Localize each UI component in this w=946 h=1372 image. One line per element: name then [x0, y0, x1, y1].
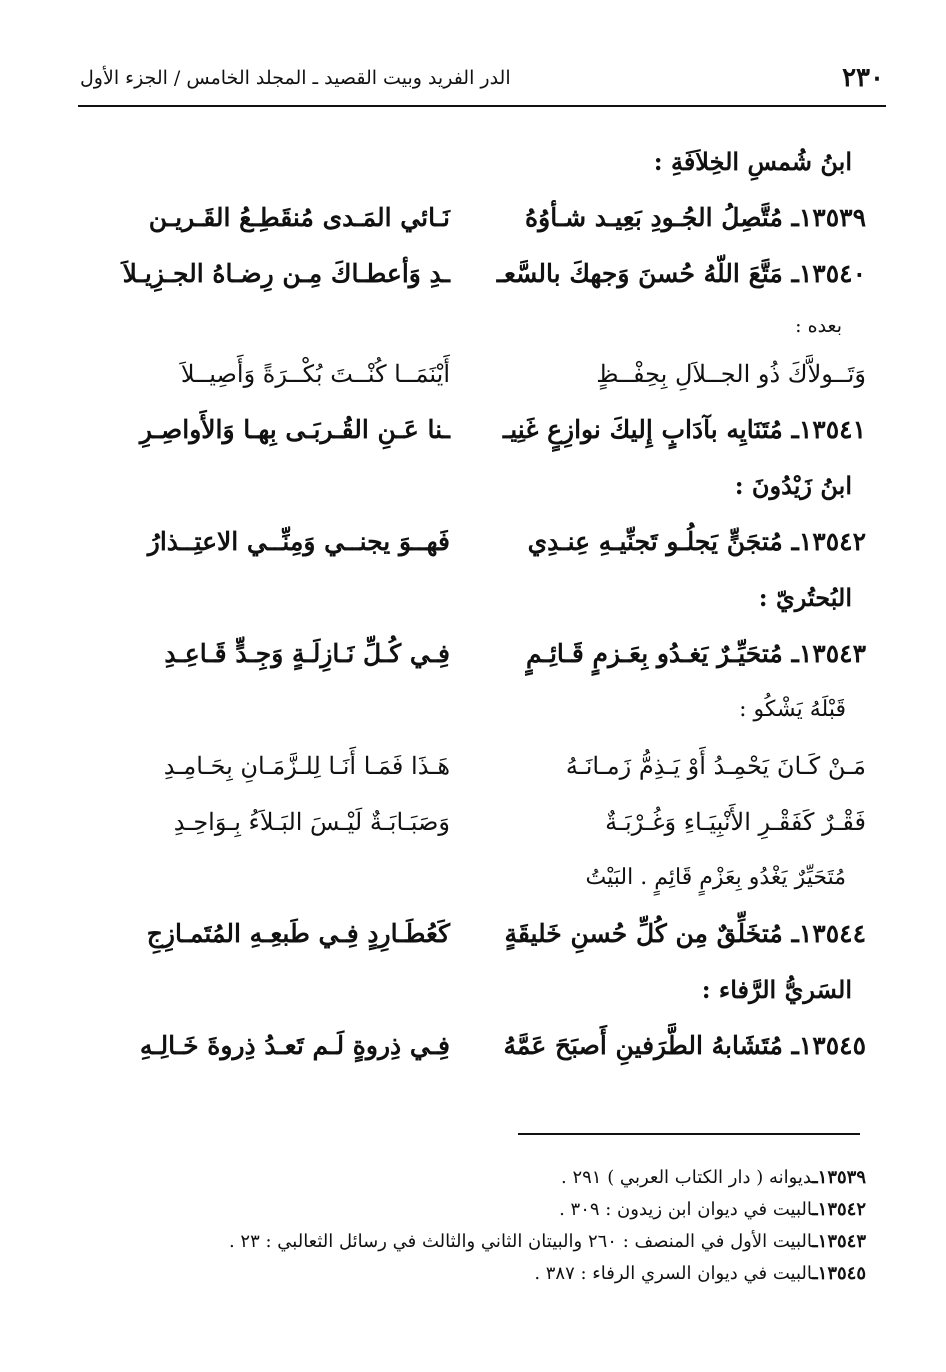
poet-label: ابنُ شُمسِ الخِلاَفَةِ : [653, 147, 852, 176]
poet-label: السَريُّ الرَّفاء : [701, 975, 852, 1004]
verse-second-hemistich: وَصَبَـابَـةٌ لَيْـسَ البَـلاَءُ بِـوَاحِـدِ [173, 808, 450, 836]
verse-second-hemistich: أَيْنَمَــا كُنْــتَ بُكْــرَةً وَأَصِيــلاَ [180, 360, 450, 388]
verse-first-hemistich: ١٣٥٤١ـ مُتَنَايِه بآدَابٍ إِليكَ نوازِعٍ غَنِيـ [502, 415, 866, 444]
verse-line [110, 798, 866, 854]
footnote-text: البيت في ديوان ابن زيدون : ٣٠٩ . [559, 1199, 813, 1220]
verse-first-hemistich: ١٣٥٤٢ـ مُتجَنٍّ يَجلُـو تَجنِّيـهِ عِنـدِي [527, 527, 866, 556]
footnote [100, 1194, 866, 1226]
footnotes [100, 1162, 866, 1290]
verse-line [110, 406, 866, 462]
footnote-number: ١٣٥٤٣ـ [812, 1231, 866, 1252]
verse-first-hemistich: ١٣٥٣٩ـ مُتَّصِلُ الجُـودِ بَعِيـد شـأوُهُ [525, 203, 866, 232]
running-header [80, 58, 884, 98]
verse-first-hemistich: فَقْـرٌ كَفَقْـرِ الأَنْبِيَـاءِ وَغُـرْبَـةٌ [605, 808, 866, 836]
footnote-text: البيت الأول في المنصف : ٢٦٠ والبيتان الثاني والثالث في رسائل الثعالبي : ٢٣ . [228, 1231, 813, 1252]
poet-label: البُحتُريّ : [758, 583, 852, 612]
note-label: بعده : [795, 315, 842, 337]
verse-line [110, 910, 866, 966]
verse-first-hemistich: ١٣٥٤٥ـ مُتَشَابهُ الطَّرَفينِ أَصبَحَ عَمَّهُ [503, 1031, 866, 1060]
verse-second-hemistich: فِـي كُـلِّ نَـازِلَـةٍ وَجِـدٍّ قَـاعِـدِ [164, 639, 450, 668]
verse-line [110, 350, 866, 406]
footnote-number: ١٣٥٤٥ـ [812, 1263, 866, 1284]
poet-label: ابنُ زَيْدُونَ : [734, 471, 852, 500]
verse-line [110, 1022, 866, 1078]
verse-second-hemistich: نَـائي المَـدى مُنقَطِـعُ القَـريـن [148, 203, 450, 232]
footnote-number: ١٣٥٤٢ـ [812, 1199, 866, 1220]
verse-second-hemistich: فِـي ذِروةٍ لَـم تَعـدُ ذِروةَ خَـالِـهِ [139, 1031, 450, 1060]
running-title: الدر الفريد وبيت القصيد ـ المجلد الخامس / الجزء الأول [80, 67, 511, 89]
footnote [100, 1258, 866, 1290]
verse-second-hemistich: هَـذَا فَمَـا أَنَـا لِلـزَّمَـانِ بِحَـامِـدِ [163, 752, 450, 780]
verse-second-hemistich: كَعُطَـارِدٍ فِـي طَبعِـهِ المُتَمـازِجِ [146, 919, 450, 948]
verse-line [110, 630, 866, 686]
footnote-text: البيت في ديوان السري الرفاء : ٣٨٧ . [534, 1263, 813, 1284]
verse-line [110, 518, 866, 574]
verse-line [110, 250, 866, 306]
poem-body [110, 138, 866, 1078]
footnote [100, 1226, 866, 1258]
verse-line [110, 742, 866, 798]
verse-first-hemistich: ١٣٥٤٠ـ مَتَّعَ اللّهُ حُسنَ وَجهكَ بالسَّعـ [496, 259, 866, 288]
verse-first-hemistich: ١٣٥٤٣ـ مُتحَيِّـرٌ يَغـدُو بِعَـزمٍ قَـائِـمٍ [526, 639, 866, 668]
footnote [100, 1162, 866, 1194]
header-rule [78, 105, 886, 107]
verse-second-hemistich: ـدِ وَأعطـاكَ مِـن رِضـاهُ الجـزِيـلاَ [122, 259, 450, 288]
verse-first-hemistich: ١٣٥٤٤ـ مُتخَلِّقٌ مِن كُلِّ حُسنِ خَليقَةٍ [504, 919, 866, 948]
verse-first-hemistich: وَتَــولاَّكَ ذُو الجــلاَلِ بِحِفْــظٍ [596, 360, 866, 388]
footnote-rule [518, 1133, 860, 1135]
verse-line [110, 194, 866, 250]
note-label: مُتَحَيِّرٌ يَغْدُو بِعَزْمٍ قَائِمٍ . البَيْتُ [585, 865, 846, 890]
footnote-text: ديوانه ( دار الكتاب العربي ) ٢٩١ . [561, 1167, 813, 1188]
verse-second-hemistich: فَهــوَ يجنــي وَمِنِّــي الاعتِــذارُ [147, 527, 450, 556]
verse-second-hemistich: ـنا عَـنِ القُـربَـى بِهـا وَالأَواصِـرِ [139, 415, 450, 444]
page-number: ٢٣٠ [842, 63, 884, 93]
note-label: قَبْلَهُ يَشْكُو : [739, 697, 846, 722]
verse-first-hemistich: مَـنْ كَـانَ يَحْمِـدُ أَوْ يَـذِمُّ زَمـانَـهُ [565, 752, 866, 780]
footnote-number: ١٣٥٣٩ـ [812, 1167, 866, 1188]
